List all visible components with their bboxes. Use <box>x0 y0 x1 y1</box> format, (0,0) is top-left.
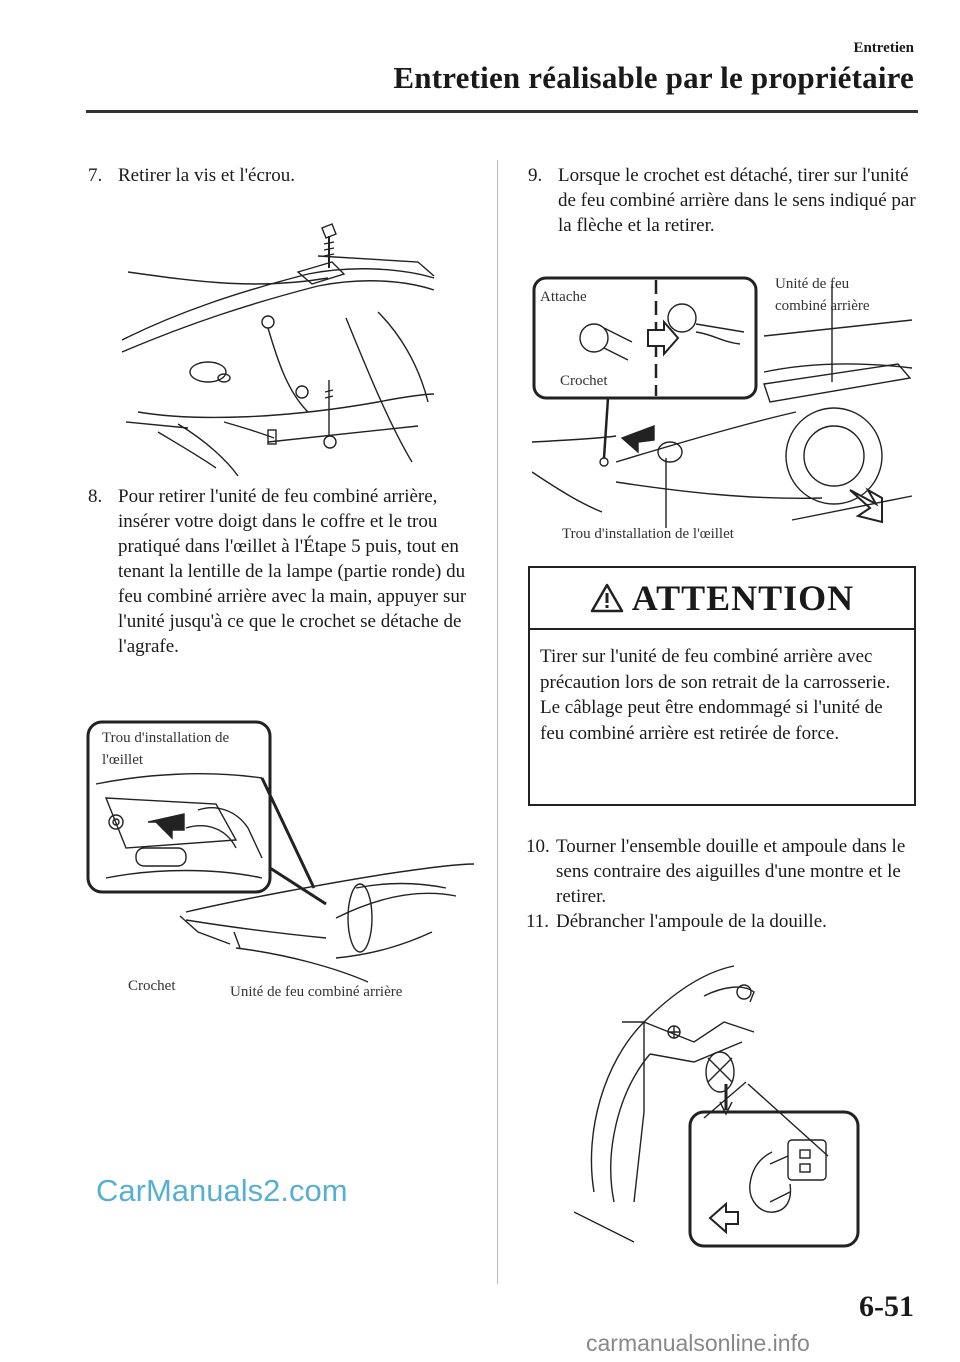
step-text: Pour retirer l'unité de feu combiné arrière, insérer votre doigt dans le coffre et le trou pratiqué dans l'œillet à l'Étape 5 puis, tout en tenant la lentille de la lampe (partie ronde) du feu combiné arrière avec la main, appuyer sur l'unité jusqu'à ce que le crochet se détache de l'agrafe. <box>118 486 467 657</box>
header-rule <box>86 110 918 113</box>
step-8 <box>88 484 473 659</box>
column-divider <box>497 160 498 1284</box>
label-trou-line2: l'œillet <box>102 752 144 768</box>
page-number: 6-51 <box>859 1290 914 1323</box>
step-number: 7. <box>88 165 103 186</box>
label-unite-line1: Unité de feu <box>775 276 850 292</box>
label-crochet: Crochet <box>560 373 608 389</box>
attention-title: ATTENTION <box>631 578 855 618</box>
step-number: 10. <box>526 836 550 857</box>
warning-triangle-icon <box>590 583 624 613</box>
figure-screw-nut <box>118 212 438 480</box>
label-unite: Unité de feu combiné arrière <box>230 984 403 1000</box>
step-text: Lorsque le crochet est détaché, tirer sur l'unité de feu combiné arrière dans le sens indiqué par la flèche et la retirer. <box>558 165 916 236</box>
label-trou: Trou d'installation de l'œillet <box>562 526 734 542</box>
step-number: 8. <box>88 486 103 507</box>
attention-body <box>530 630 914 746</box>
step-text: Tourner l'ensemble douille et ampoule dans le sens contraire des aiguilles d'une montre et le retirer. <box>556 836 906 907</box>
step-7 <box>88 163 473 188</box>
watermark-carmanualsonline: carmanualsonline.info <box>586 1330 810 1356</box>
step-text: Débrancher l'ampoule de la douille. <box>556 911 827 932</box>
attention-box <box>528 566 916 806</box>
step-10 <box>526 834 920 909</box>
label-unite-line2: combiné arrière <box>775 298 870 314</box>
attention-text-1: Tirer sur l'unité de feu combiné arrière avec précaution lors de son retrait de la carrosserie. <box>540 646 891 693</box>
section-label: Entretien <box>853 40 914 56</box>
step-11 <box>526 909 920 934</box>
step-9 <box>528 163 920 238</box>
step-number: 9. <box>528 165 543 186</box>
label-trou-line1: Trou d'installation de <box>102 730 230 746</box>
step-number: 11. <box>526 911 550 932</box>
figure-pull-unit <box>532 272 916 544</box>
attention-header <box>530 568 914 630</box>
step-text: Retirer la vis et l'écrou. <box>118 165 295 186</box>
page-title: Entretien réalisable par le propriétaire <box>393 60 914 95</box>
label-attache: Attache <box>540 289 587 305</box>
label-crochet: Crochet <box>128 978 176 994</box>
attention-text-2: Le câblage peut être endommagé si l'unité de feu combiné arrière est retirée de force. <box>540 697 883 744</box>
watermark-carmanuals2: CarManuals2.com <box>96 1173 348 1208</box>
figure-bulb-removal <box>574 962 874 1252</box>
figure-push-unit <box>86 718 476 1008</box>
